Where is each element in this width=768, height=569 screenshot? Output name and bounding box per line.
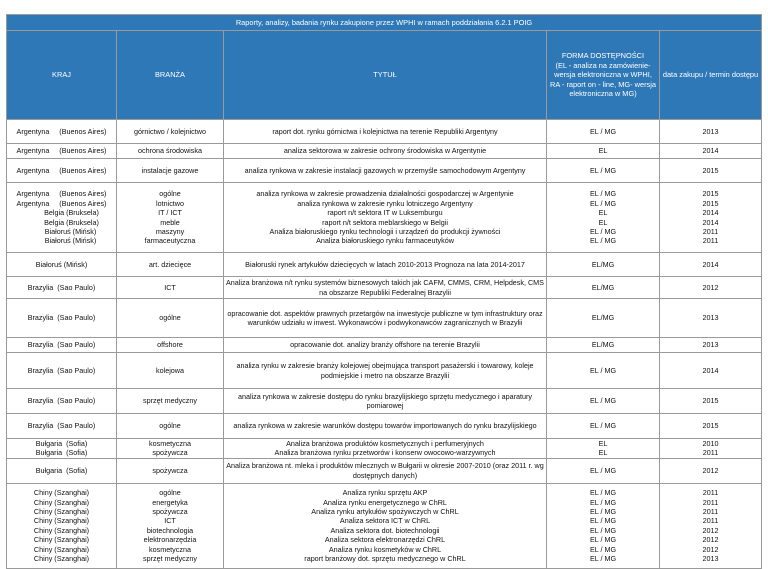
country-cell: Brazylia (Sao Paulo) xyxy=(7,414,117,439)
title-cell: Analiza branżowa produktów kosmetycznych i perfumeryjnych Analiza branżowa rynku przetworów i konserw owocowo-warzywnych xyxy=(224,439,547,459)
industry-cell: ochrona środowiska xyxy=(117,144,224,159)
table-title: Raporty, analizy, badania rynku zakupione przez WPHI w ramach poddziałania 6.2.1 POIG xyxy=(7,15,762,31)
country-cell: Brazylia (Sao Paulo) xyxy=(7,277,117,299)
country-cell: Bułgaria (Sofia) xyxy=(7,458,117,483)
date-cell: 2012 xyxy=(660,277,762,299)
availability-cell: EL/MG xyxy=(547,299,660,338)
date-cell: 2011 2011 2011 2011 2012 2012 2012 2013 xyxy=(660,483,762,568)
country-cell: Chiny (Szanghai) Chiny (Szanghai) Chiny (Szanghai) Chiny (Szanghai) Chiny (Szanghai) Chiny (Szanghai) Chiny (Szanghai) Chiny (Szanghai) xyxy=(7,483,117,568)
date-cell: 2015 xyxy=(660,389,762,414)
country-cell: Argentyna (Buenos Aires) xyxy=(7,120,117,144)
reports-table xyxy=(6,14,762,569)
availability-cell: EL/MG xyxy=(547,253,660,277)
country-cell: Argentyna (Buenos Aires) xyxy=(7,144,117,159)
header-row xyxy=(7,31,762,120)
header-tytul: TYTUŁ xyxy=(224,31,547,120)
industry-cell: ogólne lotnictwo IT / ICT meble maszyny farmaceutyczna xyxy=(117,183,224,253)
availability-cell: EL / MG xyxy=(547,389,660,414)
table-row xyxy=(7,253,762,277)
date-cell: 2014 xyxy=(660,144,762,159)
title-cell: analiza rynkowa w zakresie prowadzenia działalności gospodarczej w Argentynie analiza rynkowa w zakresie rynku lotniczego Argentyny raport n/t sektora IT w Luksemburgu raport n/t sektora meblarskiego w Belgii Analiza białoruskiego rynku technologii i urządzeń do produkcji żywności Analiza białoruskiego rynku farmaceutyków xyxy=(224,183,547,253)
date-cell: 2014 xyxy=(660,353,762,389)
title-cell: analiza rynkowa w zakresie dostępu do rynku brazylijskiego sprzętu medycznego i aparatury pomiarowej xyxy=(224,389,547,414)
table-row xyxy=(7,144,762,159)
country-cell: Brazylia (Sao Paulo) xyxy=(7,299,117,338)
title-cell: Analiza rynku sprzętu AKP Analiza rynku energetycznego w ChRL Analiza rynku artykułów spożywczych w ChRL Analiza sektora ICT w ChRL Analiza sektora dot. biotechnologii Analiza sektora elektronarzędzi ChRL Analiza rynku kosmetyków w ChRL raport branżowy dot. sprzętu medycznego w ChRL xyxy=(224,483,547,568)
industry-cell: ogólne xyxy=(117,299,224,338)
table-row xyxy=(7,458,762,483)
header-data: data zakupu / termin dostępu xyxy=(660,31,762,120)
table-row xyxy=(7,483,762,568)
availability-cell: EL xyxy=(547,144,660,159)
table-row xyxy=(7,159,762,183)
table-row xyxy=(7,120,762,144)
availability-cell: EL EL xyxy=(547,439,660,459)
title-cell: Analiza branżowa nt. mleka i produktów mlecznych w Bułgarii w okresie 2007-2010 (oraz 2011 r. wg dostępnych danych) xyxy=(224,458,547,483)
industry-cell: kosmetyczna spożywcza xyxy=(117,439,224,459)
table-row xyxy=(7,353,762,389)
table-row xyxy=(7,277,762,299)
industry-cell: górnictwo / kolejnictwo xyxy=(117,120,224,144)
industry-cell: kolejowa xyxy=(117,353,224,389)
date-cell: 2014 xyxy=(660,253,762,277)
availability-cell: EL / MG xyxy=(547,159,660,183)
availability-cell: EL / MG xyxy=(547,353,660,389)
table-row xyxy=(7,338,762,353)
industry-cell: ogólne energetyka spożywcza ICT biotechnologia elektronarzędzia kosmetyczna sprzęt medyczny xyxy=(117,483,224,568)
date-cell: 2013 xyxy=(660,299,762,338)
availability-cell: EL / MG xyxy=(547,120,660,144)
header-kraj: KRAJ xyxy=(7,31,117,120)
availability-cell: EL / MG xyxy=(547,458,660,483)
date-cell: 2013 xyxy=(660,338,762,353)
header-forma-desc: (EL - analiza na zamówienie- wersja elektroniczna w WPHI, RA - raport on - line, MG- wersja elektroniczna w MG) xyxy=(550,60,656,99)
title-cell: analiza rynku w zakresie branży kolejowej obejmująca transport pasażerski i towarowy, koleje podmiejskie i metro na obszarze Brazylii xyxy=(224,353,547,389)
table-row xyxy=(7,439,762,459)
country-cell: Brazylia (Sao Paulo) xyxy=(7,353,117,389)
title-cell: raport dot. rynku górnictwa i kolejnictwa na terenie Republiki Argentyny xyxy=(224,120,547,144)
country-cell: Bułgaria (Sofia) Bułgaria (Sofia) xyxy=(7,439,117,459)
country-cell: Argentyna (Buenos Aires) xyxy=(7,159,117,183)
title-cell: analiza rynkowa w zakresie instalacji gazowych w przemyśle samochodowym Argentyny xyxy=(224,159,547,183)
availability-cell: EL/MG xyxy=(547,277,660,299)
title-cell: analiza sektorowa w zakresie ochrony środowiska w Argentynie xyxy=(224,144,547,159)
table-row xyxy=(7,183,762,253)
country-cell: Brazylia (Sao Paulo) xyxy=(7,389,117,414)
availability-cell: EL / MG EL / MG EL EL EL / MG EL / MG xyxy=(547,183,660,253)
date-cell: 2013 xyxy=(660,120,762,144)
title-cell: opracowanie dot. aspektów prawnych przetargów na inwestycje publiczne w tym infrastruktury oraz warunków udziału w inwest. Wykonawców i podwykonawców zagranicznych w Brazylii xyxy=(224,299,547,338)
title-row xyxy=(7,15,762,31)
title-cell: Analiza branżowa n/t rynku systemów biznesowych takich jak CAFM, CMMS, CRM, Helpdesk, CMS na obszarze Republiki Federalnej Brazylii xyxy=(224,277,547,299)
industry-cell: art. dziecięce xyxy=(117,253,224,277)
date-cell: 2012 xyxy=(660,458,762,483)
table-row xyxy=(7,389,762,414)
table-row xyxy=(7,414,762,439)
country-cell: Brazylia (Sao Paulo) xyxy=(7,338,117,353)
date-cell: 2010 2011 xyxy=(660,439,762,459)
industry-cell: instalacje gazowe xyxy=(117,159,224,183)
title-cell: opracowanie dot. analizy branży offshore na terenie Brazylii xyxy=(224,338,547,353)
header-forma-title: FORMA DOSTĘPNOŚCI xyxy=(561,51,645,61)
date-cell: 2015 2015 2014 2014 2011 2011 xyxy=(660,183,762,253)
date-cell: 2015 xyxy=(660,414,762,439)
header-forma xyxy=(547,31,660,120)
availability-cell: EL / MG xyxy=(547,414,660,439)
title-cell: analiza rynkowa w zakresie warunków dostępu towarów importowanych do rynku brazylijskiego xyxy=(224,414,547,439)
table-row xyxy=(7,299,762,338)
country-cell: Argentyna (Buenos Aires) Argentyna (Buenos Aires) Belgia (Bruksela) Belgia (Bruksela) Białoruś (Mińsk) Białoruś (Mińsk) xyxy=(7,183,117,253)
industry-cell: ICT xyxy=(117,277,224,299)
industry-cell: sprzęt medyczny xyxy=(117,389,224,414)
date-cell: 2015 xyxy=(660,159,762,183)
industry-cell: spożywcza xyxy=(117,458,224,483)
availability-cell: EL / MG EL / MG EL / MG EL / MG EL / MG EL / MG EL / MG EL / MG xyxy=(547,483,660,568)
industry-cell: offshore xyxy=(117,338,224,353)
header-branza: BRANŻA xyxy=(117,31,224,120)
industry-cell: ogólne xyxy=(117,414,224,439)
country-cell: Białoruś (Mińsk) xyxy=(7,253,117,277)
availability-cell: EL/MG xyxy=(547,338,660,353)
title-cell: Białoruski rynek artykułów dziecięcych w latach 2010-2013 Prognoza na lata 2014-2017 xyxy=(224,253,547,277)
